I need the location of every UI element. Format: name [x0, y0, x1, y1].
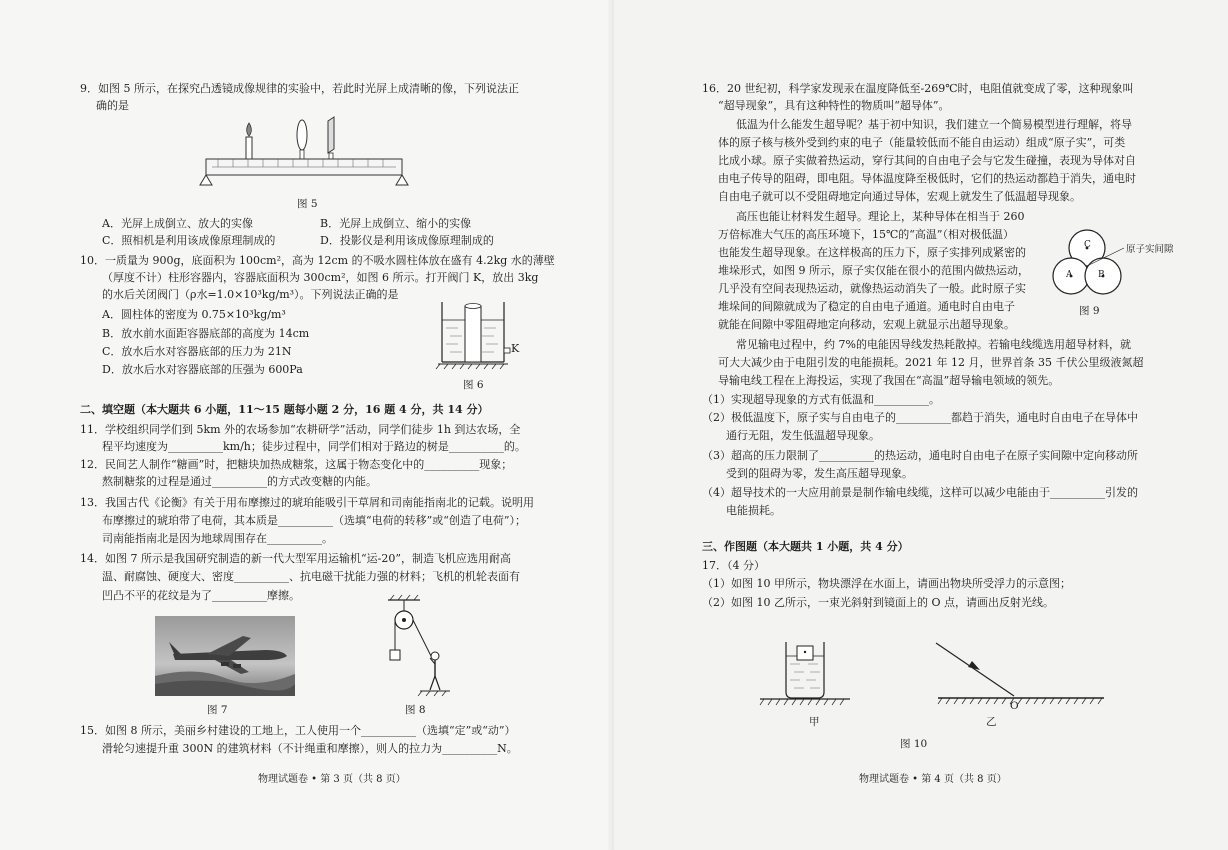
- q16-p2-line4: 由电子传导的阻碍，即电阻。导体温度降至极低时，它们的热运动都趋于消失，通电时: [718, 172, 1136, 185]
- container-valve-figure: [432, 298, 522, 374]
- q17-head: 17．（4 分）: [702, 559, 765, 572]
- q14-line3: 凹凸不平的花纹是为了__________摩擦。: [102, 589, 300, 602]
- atom-stacking-figure: [1052, 226, 1122, 298]
- q9-option-d: D．投影仪是利用该成像原理制成的: [320, 234, 494, 247]
- pulley-worker-figure: [380, 598, 450, 700]
- q9-line2: 确的是: [96, 99, 129, 112]
- q16-p2-line1: 低温为什么能发生超导呢？基于初中知识，我们建立一个简易模型进行理解，将导: [736, 118, 1132, 131]
- q13-line1: 13．我国古代《论衡》有关于用布摩擦过的琥珀能吸引干草屑和司南能指南北的记载。说明用: [80, 496, 534, 509]
- fig7-caption: 图 7: [207, 704, 228, 716]
- section-drawing: 三、作图题（本大题共 1 小题，共 4 分）: [702, 540, 909, 553]
- q16-sub4-line1: （4）超导技术的一大应用前景是制作输电线缆，这样可以减少电能由于__________引发的: [702, 486, 1138, 499]
- q11-line2: 程平均速度为__________km/h；徒步过程中，同学们相对于路边的树是__________的。: [102, 440, 526, 453]
- q16-p3-line2: 万倍标准大气压的高压环境下，15℃的“高温”（相对极低温）: [718, 228, 1015, 241]
- q17-part2: （2）如图 10 乙所示，一束光斜射到镜面上的 O 点，请画出反射光线。: [702, 596, 1054, 609]
- q17-part1: （1）如图 10 甲所示，物块漂浮在水面上，请画出物块所受浮力的示意图；: [702, 577, 1071, 590]
- right-page: [614, 0, 1228, 850]
- valve-k-label: K: [511, 342, 520, 355]
- right-page-footer: 物理试题卷 • 第 4 页（共 8 页）: [859, 774, 1007, 785]
- q16-p3-line1: 高压也能让材料发生超导。理论上，某种导体在相当于 260: [736, 210, 1025, 223]
- q12-line1: 12．民间艺人制作“糖画”时，把糖块加热成糖浆，这属于物态变化中的__________现象；: [80, 458, 513, 471]
- q9-line1: 9．如图 5 所示，在探究凸透镜成像规律的实验中，若此时光屏上成清晰的像，下列说法正: [80, 82, 519, 95]
- q16-p3-line7: 就能在间隙中零阻碍地定向移动，宏观上就显示出超导现象。: [718, 318, 1015, 331]
- q16-p2-line2: 体的原子核与核外受到约束的电子（能量较低而不能自由运动）组成“原子实”，可类: [718, 136, 1126, 149]
- q16-p4-line1: 常见输电过程中，约 7%的电能因导线发热耗散掉。若输电线缆选用超导材料，就: [736, 338, 1131, 351]
- q10-option-d: D．放水后水对容器底部的压强为 600Pa: [102, 363, 303, 376]
- q10-option-b: B．放水前水面距容器底部的高度为 14cm: [102, 327, 310, 340]
- q12-line2: 熬制糖浆的过程是通过__________的方式改变糖的内能。: [102, 475, 377, 488]
- optical-bench-figure: [200, 115, 410, 195]
- fig9-label-b: B: [1098, 270, 1105, 280]
- fig9-caption: 图 9: [1079, 305, 1100, 317]
- q16-p3-line3: 也能发生超导现象。在这样极高的压力下，原子实排列成紧密的: [718, 246, 1026, 259]
- section-fill-in: 二、填空题（本大题共 6 小题，11～15 题每小题 2 分，16 题 4 分，共 14 分）: [80, 403, 489, 416]
- q16-p4-line2: 可大大减少由于电阻引发的电能损耗。2021 年 12 月，世界首条 35 千伏公里级液氮超: [718, 356, 1144, 369]
- q16-p4-line3: 导输电线工程在上海投运，实现了我国在“高温”超导输电领域的领先。: [718, 374, 1060, 387]
- q16-p3-line5: 几乎没有空间表现热运动，就像热运动消失了一般。此时原子实: [718, 282, 1026, 295]
- q15-line2: 滑轮匀速提升重 300N 的建筑材料（不计绳重和摩擦），则人的拉力为__________N。: [102, 742, 518, 755]
- left-page-footer: 物理试题卷 • 第 3 页（共 8 页）: [258, 774, 406, 785]
- fig6-caption: 图 6: [463, 379, 484, 391]
- fig10-point-o: O: [1010, 700, 1019, 712]
- fig9-label-a: A: [1066, 270, 1073, 280]
- q14-line2: 温、耐腐蚀、硬度大、密度__________、抗电磁干扰能力强的材料；飞机的机轮表面有: [102, 570, 520, 583]
- q16-sub3-line2: 受到的阻碍为零，发生高压超导现象。: [726, 467, 913, 480]
- fig10-label-jia: 甲: [809, 716, 820, 728]
- q16-p3-line6: 堆垛间的间隙就成为了稳定的自由电子通道。通电时自由电子: [718, 300, 1015, 313]
- q16-sub1: （1）实现超导现象的方式有低温和__________。: [702, 393, 940, 406]
- q16-p2-line3: 比成小球。原子实做着热运动，穿行其间的自由电子会与它发生碰撞，表现为导体对自: [718, 154, 1136, 167]
- q14-line1: 14．如图 7 所示是我国研究制造的新一代大型军用运输机“运-20”，制造飞机应选用耐高: [80, 552, 511, 565]
- q16-p1-line2: “超导现象”，具有这种特性的物质叫“超导体”。: [718, 99, 950, 112]
- transport-aircraft-photo: [155, 616, 295, 696]
- q11-line1: 11．学校组织同学们到 5km 外的农场参加“农耕研学”活动，同学们徒步 1h 到达农场，全: [80, 423, 521, 436]
- q16-p2-line5: 自由电子就可以不受阻碍地定向通过导体，宏观上就发生了低温超导现象。: [718, 190, 1081, 203]
- fig9-label-c: C: [1084, 240, 1091, 250]
- floating-block-figure: [760, 638, 850, 710]
- q9-option-c: C．照相机是利用该成像原理制成的: [102, 234, 276, 247]
- q13-line2: 布摩擦过的琥珀带了电荷，其本质是__________（选填“电荷的转移”或“创造了电荷”）；: [102, 514, 526, 527]
- fig10-caption: 图 10: [900, 738, 928, 750]
- q16-sub3-line1: （3）超高的压力限制了__________的热运动，通电时自由电子在原子实间隙中定向移动所: [702, 449, 1138, 462]
- fig8-caption: 图 8: [405, 704, 426, 716]
- fig10-label-yi: 乙: [986, 716, 997, 728]
- q10-line1: 10．一质量为 900g，底面积为 100cm²，高为 12cm 的不吸水圆柱体放在盛有 4.2kg 水的薄壁: [80, 254, 555, 267]
- q16-sub2-line1: （2）极低温度下，原子实与自由电子的__________都趋于消失，通电时自由电子在导体中: [702, 411, 1138, 424]
- q9-option-b: B．光屏上成倒立、缩小的实像: [320, 217, 472, 230]
- q15-line1: 15．如图 8 所示，美丽乡村建设的工地上，工人使用一个__________（选填“定”或“动”）: [80, 724, 516, 737]
- q16-p1-line1: 16．20 世纪初，科学家发现汞在温度降低至-269℃时，电阻值就变成了零，这种现象叫: [702, 82, 1134, 95]
- q9-option-a: A．光屏上成倒立、放大的实像: [102, 217, 253, 230]
- q16-p3-line4: 堆垛形式，如图 9 所示，原子实仅能在很小的范围内做热运动，: [718, 264, 1029, 277]
- q10-line2: （厚度不计）柱形容器内，容器底面积为 300cm²，如图 6 所示。打开阀门 K，放出 3kg: [102, 271, 539, 284]
- fig5-caption: 图 5: [297, 198, 318, 210]
- q13-line3: 司南能指南北是因为地球周围存在__________。: [102, 532, 333, 545]
- q10-line3: 的水后关闭阀门（ρ水=1.0×10³kg/m³）。下列说法正确的是: [102, 288, 399, 301]
- fig9-gap-label: 原子实间隙: [1126, 244, 1174, 255]
- q16-sub4-line2: 电能损耗。: [726, 504, 781, 517]
- q10-option-a: A．圆柱体的密度为 0.75×10³kg/m³: [102, 308, 286, 321]
- q10-option-c: C．放水后水对容器底部的压力为 21N: [102, 345, 292, 358]
- mirror-ray-figure: [936, 640, 1106, 708]
- q16-sub2-line2: 通行无阻，发生低温超导现象。: [726, 429, 880, 442]
